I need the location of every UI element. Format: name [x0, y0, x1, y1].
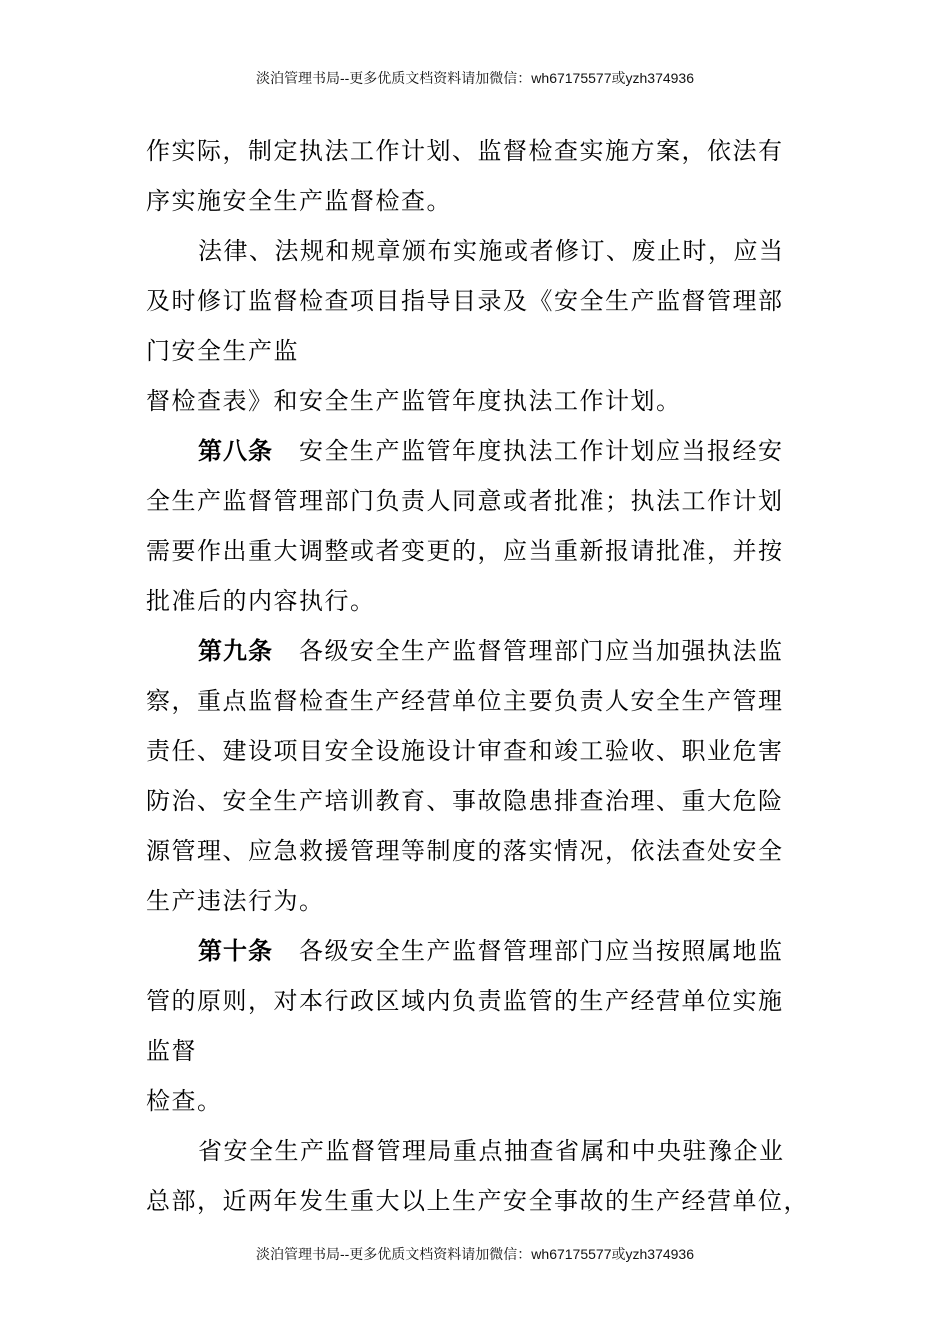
document-body — [146, 126, 809, 1226]
article-8-first-line — [146, 426, 786, 476]
paragraph-line: 责任、建设项目安全设施设计审查和竣工验收、职业危害 — [146, 737, 784, 765]
paragraph-line: 序实施安全生产监督检查。 — [146, 187, 452, 215]
article-9-label: 第九条 — [198, 637, 273, 665]
article-8-text: 安全生产监管年度执法工作计划应当报经安 — [299, 437, 784, 465]
article-8-label: 第八条 — [198, 437, 273, 465]
page-header: 淡泊管理书局--更多优质文档资料请加微信：wh67175577或yzh374936 — [255, 70, 694, 86]
paragraph-line: 防治、安全生产培训教育、事故隐患排查治理、重大危险 — [146, 787, 784, 815]
paragraph-line: 法律、法规和规章颁布实施或者修订、废止时，应当 — [198, 237, 785, 265]
paragraph-line: 需要作出重大调整或者变更的，应当重新报请批准，并按 — [146, 537, 784, 565]
paragraph-line: 及时修订监督检查项目指导目录及《安全生产监督管理部 — [146, 287, 784, 315]
paragraph-line: 全生产监督管理部门负责人同意或者批准；执法工作计划 — [146, 487, 784, 515]
paragraph-line: 省安全生产监督管理局重点抽查省属和中央驻豫企业 — [198, 1137, 785, 1165]
paragraph-line: 生产违法行为。 — [146, 887, 325, 915]
paragraph-line: 作实际，制定执法工作计划、监督检查实施方案，依法有 — [146, 137, 784, 165]
article-10-label: 第十条 — [198, 937, 273, 965]
paragraph-line: 批准后的内容执行。 — [146, 587, 376, 615]
paragraph-line: 管的原则，对本行政区域内负责监管的生产经营单位实施 — [146, 987, 784, 1015]
paragraph-line: 检查。 — [146, 1087, 223, 1115]
article-10-text: 各级安全生产监督管理部门应当按照属地监 — [299, 937, 784, 965]
paragraph-line: 督检查表》和安全生产监管年度执法工作计划。 — [146, 387, 682, 415]
paragraph-line: 监督 — [146, 1037, 197, 1065]
page-footer: 淡泊管理书局--更多优质文档资料请加微信：wh67175577或yzh374936 — [255, 1246, 694, 1262]
paragraph-line: 门安全生产监 — [146, 337, 299, 365]
paragraph-line: 源管理、应急救援管理等制度的落实情况，依法查处安全 — [146, 837, 784, 865]
article-10-first-line — [146, 926, 786, 976]
article-9-first-line — [146, 626, 786, 676]
article-9-text: 各级安全生产监督管理部门应当加强执法监 — [299, 637, 784, 665]
paragraph-line: 总部，近两年发生重大以上生产安全事故的生产经营单位， — [146, 1187, 809, 1215]
paragraph-line: 察，重点监督检查生产经营单位主要负责人安全生产管理 — [146, 687, 784, 715]
